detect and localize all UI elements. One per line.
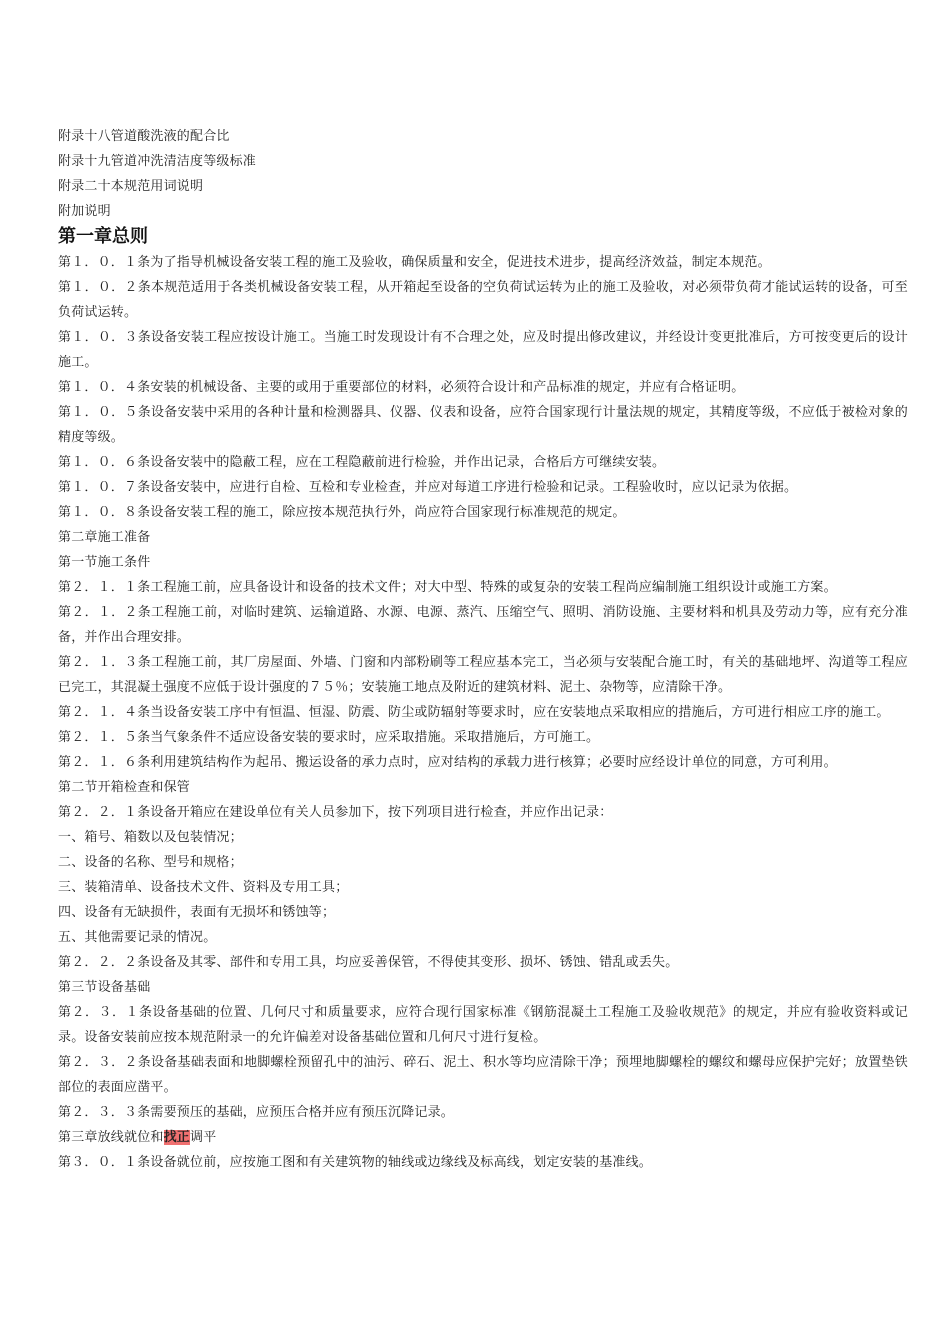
list-item: 四、设备有无缺损件，表面有无损坏和锈蚀等； bbox=[58, 905, 336, 920]
section-title: 第一节施工条件 bbox=[58, 555, 151, 570]
appendix-line: 附加说明 bbox=[58, 204, 111, 219]
appendix-line: 附录二十本规范用词说明 bbox=[58, 179, 204, 194]
list-item: 一、箱号、箱数以及包装情况； bbox=[58, 830, 243, 845]
clause: 第１．０．３条设备安装工程应按设计施工。当施工时发现设计有不合理之处，应及时提出修改建议，并经设计变更批准后，方可按变更后的设计施工。 bbox=[58, 330, 908, 370]
appendix-line: 附录十八管道酸洗液的配合比 bbox=[58, 129, 230, 144]
chapter-title-part: 第三章放线就位和 bbox=[58, 1130, 164, 1145]
clause: 第２．１．２条工程施工前，对临时建筑、运输道路、水源、电源、蒸汽、压缩空气、照明、消防设施、主要材料和机具及劳动力等，应有充分准备，并作出合理安排。 bbox=[58, 605, 908, 645]
clause: 第２．１．６条利用建筑结构作为起吊、搬运设备的承力点时，应对结构的承载力进行核算；必要时应经设计单位的同意，方可利用。 bbox=[58, 755, 837, 770]
section-title: 第二节开箱检查和保管 bbox=[58, 780, 191, 795]
clause: 第３．０．１条设备就位前，应按施工图和有关建筑物的轴线或边缘线及标高线，划定安装的基准线。 bbox=[58, 1155, 653, 1170]
chapter-title: 第一章总则 bbox=[58, 226, 148, 247]
clause: 第１．０．１条为了指导机械设备安装工程的施工及验收，确保质量和安全，促进技术进步，提高经济效益，制定本规范。 bbox=[58, 255, 771, 270]
clause: 第２．３．３条需要预压的基础，应预压合格并应有预压沉降记录。 bbox=[58, 1105, 455, 1120]
clause: 第２．１．３条工程施工前，其厂房屋面、外墙、门窗和内部粉刷等工程应基本完工，当必须与安装配合施工时，有关的基础地坪、沟道等工程应已完工，其混凝土强度不应低于设计强度的７５％；安装施工地点及附近的建筑材料、泥土、杂物等，应清除干净。 bbox=[58, 655, 908, 695]
appendix-line: 附录十九管道冲洗清洁度等级标准 bbox=[58, 154, 257, 169]
clause: 第１．０．７条设备安装中，应进行自检、互检和专业检查，并应对每道工序进行检验和记录。工程验收时，应以记录为依据。 bbox=[58, 480, 798, 495]
section-title: 第三节设备基础 bbox=[58, 980, 151, 995]
clause: 第１．０．６条设备安装中的隐蔽工程，应在工程隐蔽前进行检验，并作出记录，合格后方可继续安装。 bbox=[58, 455, 666, 470]
highlighted-term: 找正 bbox=[163, 1130, 191, 1145]
clause: 第２．１．５条当气象条件不适应设备安装的要求时，应采取措施。采取措施后，方可施工。 bbox=[58, 730, 600, 745]
clause: 第２．１．４条当设备安装工序中有恒温、恒湿、防震、防尘或防辐射等要求时，应在安装地点采取相应的措施后，方可进行相应工序的施工。 bbox=[58, 705, 890, 720]
clause: 第２．３．１条设备基础的位置、几何尺寸和质量要求，应符合现行国家标准《钢筋混凝土工程施工及验收规范》的规定，并应有验收资料或记录。设备安装前应按本规范附录一的允许偏差对设备基础位置和几何尺寸进行复检。 bbox=[58, 1005, 908, 1045]
clause: 第２．１．１条工程施工前，应具备设计和设备的技术文件；对大中型、特殊的或复杂的安装工程尚应编制施工组织设计或施工方案。 bbox=[58, 580, 837, 595]
clause: 第２．２．１条设备开箱应在建设单位有关人员参加下，按下列项目进行检查，并应作出记录： bbox=[58, 805, 613, 820]
chapter-title-part: 调平 bbox=[190, 1130, 217, 1145]
clause: 第１．０．２条本规范适用于各类机械设备安装工程，从开箱起至设备的空负荷试运转为止的施工及验收，对必须带负荷才能试运转的设备，可至负荷试运转。 bbox=[58, 280, 908, 320]
list-item: 二、设备的名称、型号和规格； bbox=[58, 855, 243, 870]
clause: 第１．０．４条安装的机械设备、主要的或用于重要部位的材料，必须符合设计和产品标准的规定，并应有合格证明。 bbox=[58, 380, 745, 395]
clause: 第１．０．５条设备安装中采用的各种计量和检测器具、仪器、仪表和设备，应符合国家现行计量法规的规定，其精度等级，不应低于被检对象的精度等级。 bbox=[58, 405, 908, 445]
clause: 第１．０．８条设备安装工程的施工，除应按本规范执行外，尚应符合国家现行标准规范的规定。 bbox=[58, 505, 626, 520]
list-item: 三、装箱清单、设备技术文件、资料及专用工具； bbox=[58, 880, 349, 895]
chapter-title: 第二章施工准备 bbox=[58, 530, 151, 545]
clause: 第２．２．２条设备及其零、部件和专用工具，均应妥善保管，不得使其变形、损坏、锈蚀、错乱或丢失。 bbox=[58, 955, 679, 970]
chapter-title bbox=[58, 1125, 908, 1150]
document-content bbox=[58, 124, 908, 1175]
list-item: 五、其他需要记录的情况。 bbox=[58, 930, 217, 945]
clause: 第２．３．２条设备基础表面和地脚螺栓预留孔中的油污、碎石、泥土、积水等均应清除干净；预埋地脚螺栓的螺纹和螺母应保护完好；放置垫铁部位的表面应凿平。 bbox=[58, 1055, 908, 1095]
